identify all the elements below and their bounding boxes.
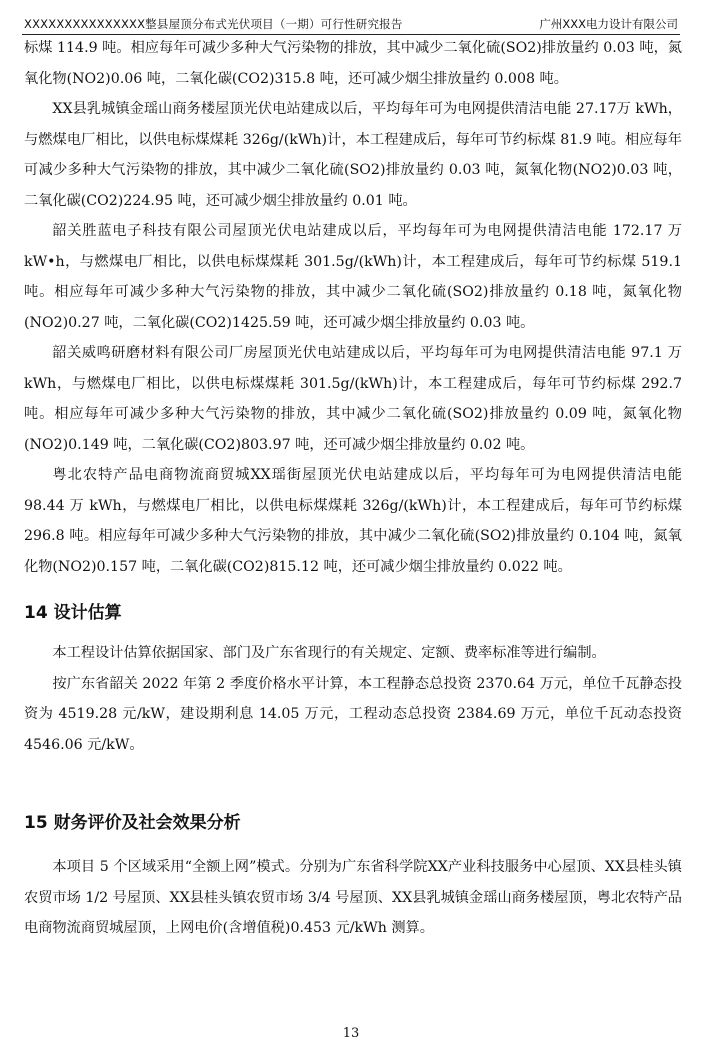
paragraph-yuebei: 粤北农特产品电商物流商贸城XX瑶街屋顶光伏电站建成以后，平均每年可为电网提供清洁电能 98.44 万 kWh，与燃煤电厂相比，以供电标煤煤耗 326g/(kWh)计，本工程建成后，每年可节约标煤 296.8 吨。相应每年可减少多种大气污染物的排放，其中减少二氧化硫(SO2)排放量约 0.104 吨，氮氧化物(NO2)0.157 吨，二氧化碳(CO2)815.12 吨，还可减少烟尘排放量约 0.022 吨。: [24, 467, 682, 575]
paragraph-weiming: 韶关威鸣研磨材料有限公司厂房屋顶光伏电站建成以后，平均每年可为电网提供清洁电能 97.1 万 kWh，与燃煤电厂相比，以供电标煤煤耗 301.5g/(kWh)计，本工程建成后，每年可节约标煤 292.7 吨。相应每年可减少多种大气污染物的排放，其中减少二氧化硫(SO2)排放量约 0.09 吨，氮氧化物(NO2)0.149 吨，二氧化碳(CO2)803.97 吨，还可减少烟尘排放量约 0.02 吨。: [24, 345, 682, 453]
header-company-name: 广州XXX电力设计有限公司: [539, 17, 678, 31]
header-report-title: XXXXXXXXXXXXXXX整县屋顶分布式光伏项目（一期）可行性研究报告: [24, 17, 403, 31]
section-15-heading: 15 财务评价及社会效果分析: [24, 813, 241, 833]
section-15-paragraph: 本项目 5 个区域采用“全额上网”模式。分别为广东省科学院XX产业科技服务中心屋顶、XX县桂头镇农贸市场 1/2 号屋顶、XX县桂头镇农贸市场 3/4 号屋顶、XX县乳城镇金瑶山商务楼屋顶，粤北农特产品电商物流商贸城屋顶，上网电价(含增值税)0.453 元/kWh 测算。: [24, 859, 682, 936]
page-header: [22, 12, 680, 35]
section-14-paragraph: 按广东省韶关 2022 年第 2 季度价格水平计算，本工程静态总投资 2370.64 万元，单位千瓦静态投资为 4519.28 元/kW，建设期利息 14.05 万元，工程动态总投资 2384.69 万元，单位千瓦动态投资 4546.06 元/kW。: [24, 675, 682, 753]
paragraph-continuation: 标煤 114.9 吨。相应每年可减少多种大气污染物的排放，其中减少二氧化硫(SO2)排放量约 0.03 吨，氮氧化物(NO2)0.06 吨，二氧化碳(CO2)315.8 吨，还可减少烟尘排放量约 0.008 吨。: [24, 40, 682, 87]
section-14-heading: 14 设计估算: [24, 603, 122, 623]
page-number: 13: [342, 1026, 360, 1041]
document-body: [24, 33, 682, 944]
paragraph-jinyaoshan: XX县乳城镇金瑶山商务楼屋顶光伏电站建成以后，平均每年可为电网提供清洁电能 27.17万 kWh，与燃煤电厂相比，以供电标煤煤耗 326g/(kWh)计，本工程建成后，每年可节约标煤 81.9 吨。相应每年可减少多种大气污染物的排放，其中减少二氧化硫(SO2)排放量约 0.03 吨，氮氧化物(NO2)0.03 吨，二氧化碳(CO2)224.95 吨，还可减少烟尘排放量约 0.01 吨。: [24, 101, 682, 209]
paragraph-shenglan: 韶关胜蓝电子科技有限公司屋顶光伏电站建成以后，平均每年可为电网提供清洁电能 172.17 万 kW•h，与燃煤电厂相比，以供电标煤煤耗 301.5g/(kWh)计，本工程建成后，每年可节约标煤 519.1 吨。相应每年可减少多种大气污染物的排放，其中减少二氧化硫(SO2)排放量约 0.18 吨，氮氧化物(NO2)0.27 吨，二氧化碳(CO2)1425.59 吨，还可减少烟尘排放量约 0.03 吨。: [24, 223, 682, 331]
section-14-paragraph: 本工程设计估算依据国家、部门及广东省现行的有关规定、定额、费率标准等进行编制。: [52, 645, 606, 661]
